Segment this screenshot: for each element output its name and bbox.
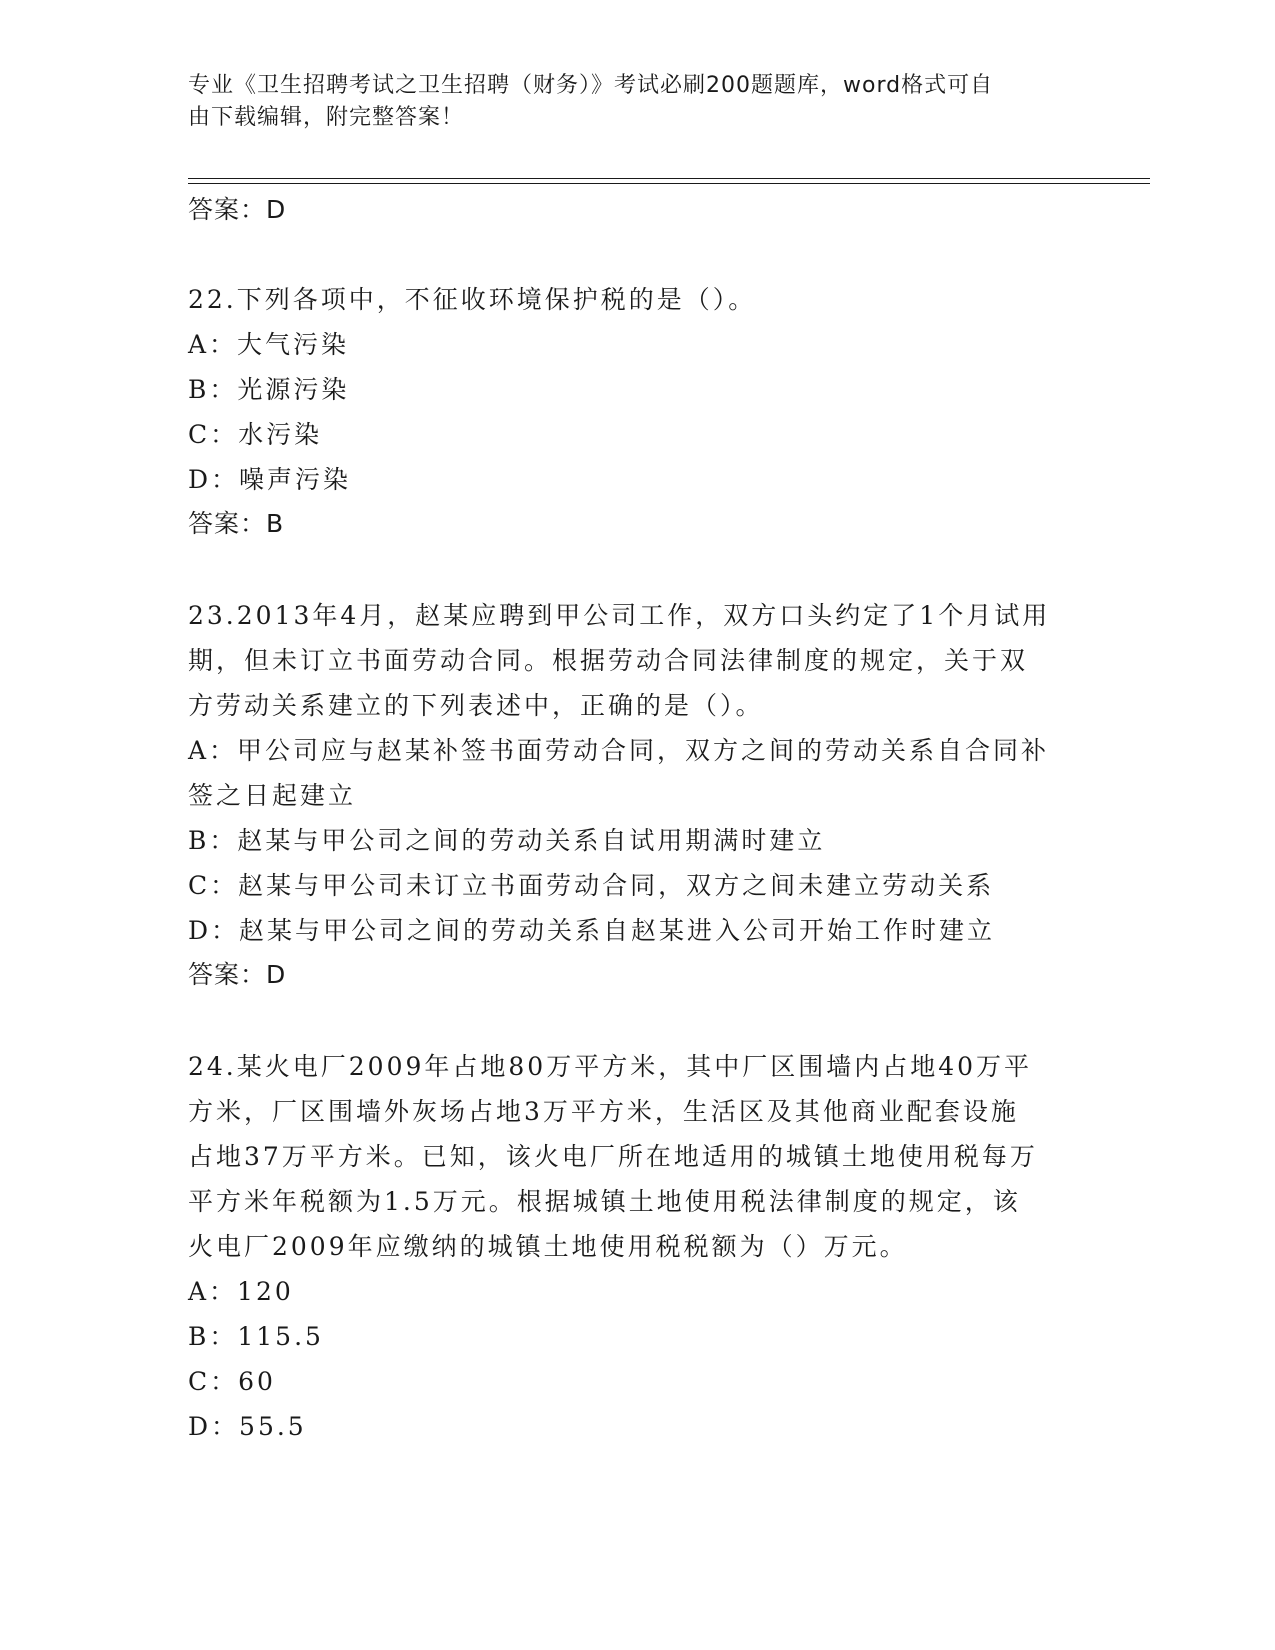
question-23-option-a: A：甲公司应与赵某补签书面劳动合同，双方之间的劳动关系自合同补 bbox=[188, 736, 1050, 765]
question-24 bbox=[188, 1044, 1088, 1449]
question-22-option-b: B：光源污染 bbox=[188, 375, 350, 404]
header-divider-top bbox=[188, 178, 1150, 179]
header-divider-bottom bbox=[188, 183, 1150, 184]
question-22-stem: 22.下列各项中，不征收环境保护税的是（）。 bbox=[188, 285, 757, 314]
header-line-2: 由下载编辑，附完整答案！ bbox=[188, 105, 465, 130]
header-line-1: 专业《卫生招聘考试之卫生招聘（财务）》考试必刷200题题库，word格式可自 bbox=[188, 73, 994, 98]
question-24-option-d: D：55.5 bbox=[188, 1412, 307, 1441]
question-24-option-a: A：120 bbox=[188, 1277, 294, 1306]
question-24-stem-line-1: 24.某火电厂2009年占地80万平方米，其中厂区围墙内占地40万平 bbox=[188, 1052, 1033, 1081]
question-23-stem-line-1: 23.2013年4月，赵某应聘到甲公司工作，双方口头约定了1个月试用 bbox=[188, 601, 1051, 630]
question-23-stem-line-3: 方劳动关系建立的下列表述中，正确的是（）。 bbox=[188, 691, 764, 720]
answer-q21: 答案：D bbox=[188, 195, 287, 224]
question-23-option-d: D：赵某与甲公司之间的劳动关系自赵某进入公司开始工作时建立 bbox=[188, 916, 996, 945]
question-24-option-c: C：60 bbox=[188, 1367, 276, 1396]
answer-q22: 答案：B bbox=[188, 509, 285, 538]
question-24-stem-line-2: 方米，厂区围墙外灰场占地3万平方米，生活区及其他商业配套设施 bbox=[188, 1097, 1019, 1126]
question-23-stem-line-2: 期，但未订立书面劳动合同。根据劳动合同法律制度的规定，关于双 bbox=[188, 646, 1029, 675]
question-24-option-b: B：115.5 bbox=[188, 1322, 324, 1351]
question-22-option-d: D：噪声污染 bbox=[188, 465, 352, 494]
question-24-stem-line-3: 占地37万平方米。已知，该火电厂所在地适用的城镇土地使用税每万 bbox=[188, 1142, 1038, 1171]
question-22 bbox=[188, 277, 1088, 546]
question-23-option-a-cont: 签之日起建立 bbox=[188, 781, 357, 810]
question-23-option-b: B：赵某与甲公司之间的劳动关系自试用期满时建立 bbox=[188, 826, 826, 855]
document-header bbox=[188, 70, 1068, 134]
question-22-option-c: C：水污染 bbox=[188, 420, 323, 449]
question-22-option-a: A：大气污染 bbox=[188, 330, 350, 359]
question-content bbox=[188, 188, 1088, 1449]
question-24-stem-line-5: 火电厂2009年应缴纳的城镇土地使用税税额为（）万元。 bbox=[188, 1232, 908, 1261]
question-23 bbox=[188, 593, 1088, 997]
answer-q23: 答案：D bbox=[188, 960, 287, 989]
question-23-option-c: C：赵某与甲公司未订立书面劳动合同，双方之间未建立劳动关系 bbox=[188, 871, 995, 900]
question-24-stem-line-4: 平方米年税额为1.5万元。根据城镇土地使用税法律制度的规定，该 bbox=[188, 1187, 1021, 1216]
